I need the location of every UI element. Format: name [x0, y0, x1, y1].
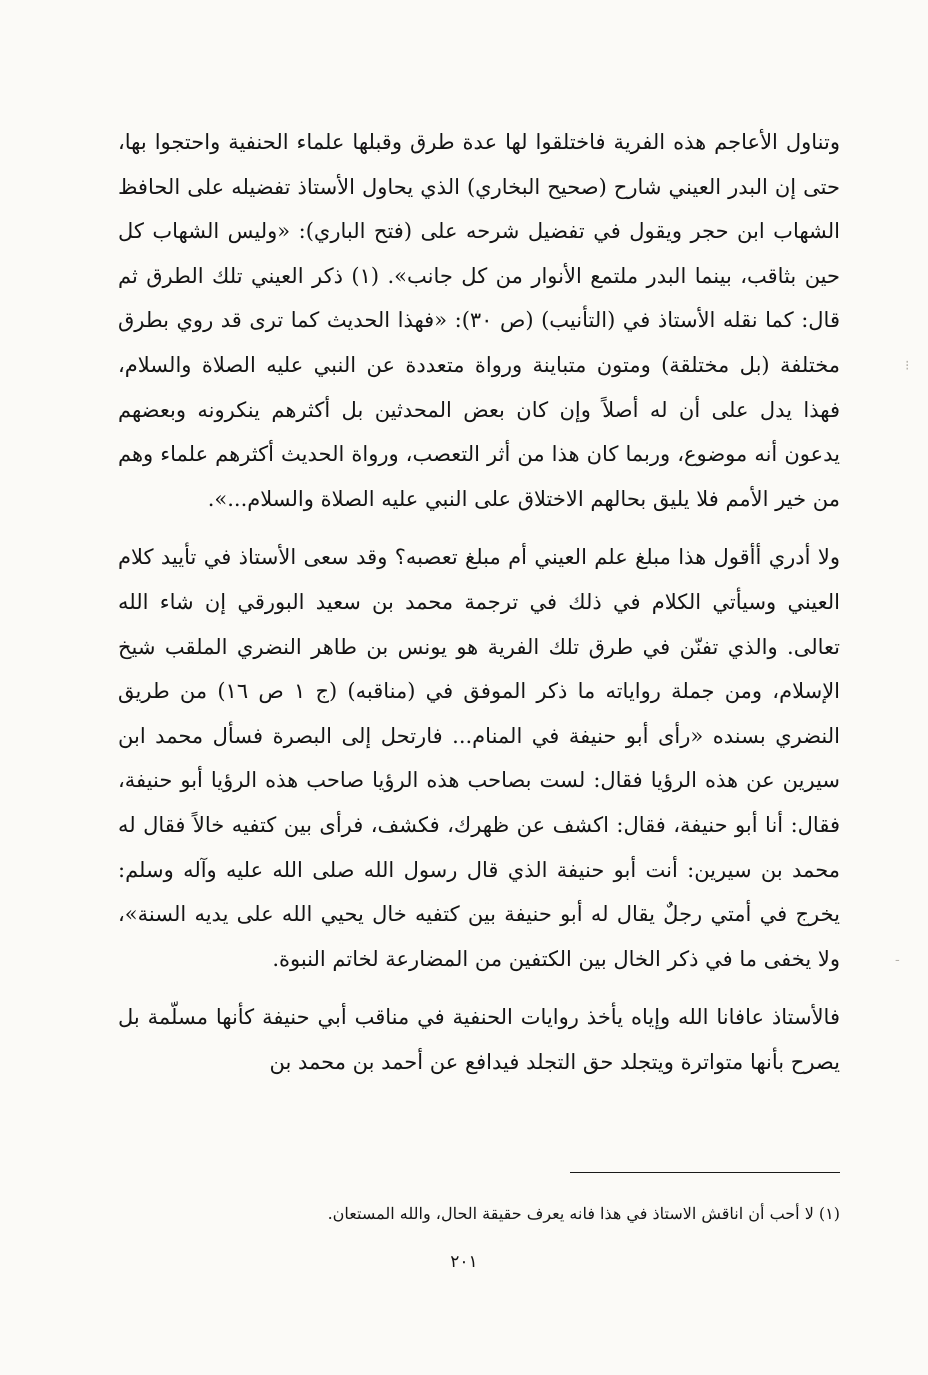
scan-dash-mark: - — [895, 952, 900, 968]
scan-speck-mark: ⁝ — [905, 358, 910, 374]
footnote: (١) لا أحب أن اناقش الاستاذ في هذا فانه يعرف حقيقة الحال، والله المستعان. — [327, 1204, 840, 1223]
footnote-divider — [570, 1172, 840, 1173]
paragraph-3: فالأستاذ عافانا الله وإياه يأخذ روايات الحنفية في مناقب أبي حنيفة كأنها مسلّمة بل يصرح بأنها متواترة ويتجلد حق التجلد فيدافع عن أحمد بن محمد بن — [118, 1005, 840, 1074]
paragraph-1: وتناول الأعاجم هذه الفرية فاختلقوا لها عدة طرق وقبلها علماء الحنفية واحتجوا بها، حتى إن البدر العيني شارح (صحيح البخاري) الذي يحاول الأستاذ تفضيله على الحافظ الشهاب ابن حجر ويقول في تفضيل شرحه على (فتح الباري): «وليس الشهاب كل حين بثاقب، بينما البدر ملتمع الأنوار من كل جانب». (١) ذكر العيني تلك الطرق ثم قال: كما نقله الأستاذ في (التأنيب) (ص ٣٠): «فهذا الحديث كما ترى قد روي بطرق مختلفة (بل مختلقة) ومتون متباينة ورواة متعددة عن النبي عليه الصلاة والسلام، فهذا يدل على أن له أصلاً وإن كان بعض المحدثين بل أكثرهم ينكرونه وبعضهم يدعون أنه موضوع، وربما كان هذا من أثر التعصب، ورواة الحديث أكثرهم علماء وهم من خير الأمم فلا يليق بحالهم الاختلاق على النبي عليه الصلاة والسلام...». — [118, 130, 840, 511]
paragraph-2: ولا أدري أأقول هذا مبلغ علم العيني أم مبلغ تعصبه؟ وقد سعى الأستاذ في تأييد كلام العيني وسيأتي الكلام في ذلك في ترجمة محمد بن سعيد البورقي إن شاء الله تعالى. والذي تفنّن في طرق تلك الفرية هو يونس بن طاهر النضري الملقب شيخ الإسلام، ومن جملة رواياته ما ذكر الموفق في (مناقبه) (ج ١ ص ١٦) من طريق النضري بسنده «رأى أبو حنيفة في المنام... فارتحل إلى البصرة فسأل محمد ابن سيرين عن هذه الرؤيا فقال: لست بصاحب هذه الرؤيا صاحب هذه الرؤيا أبو حنيفة، فقال: أنا أبو حنيفة، فقال: اكشف عن ظهرك، فكشف، فرأى بين كتفيه خالاً فقال له محمد بن سيرين: أنت أبو حنيفة الذي قال رسول الله صلى الله عليه وآله وسلم: يخرج في أمتي رجلٌ يقال له أبو حنيفة بين كتفيه خال يحيي الله على يديه السنة»، ولا يخفى ما في ذكر الخال بين الكتفين من المضارعة لخاتم النبوة. — [118, 545, 841, 971]
page-number: ٢٠١ — [450, 1252, 478, 1272]
main-text-block — [118, 120, 840, 1084]
